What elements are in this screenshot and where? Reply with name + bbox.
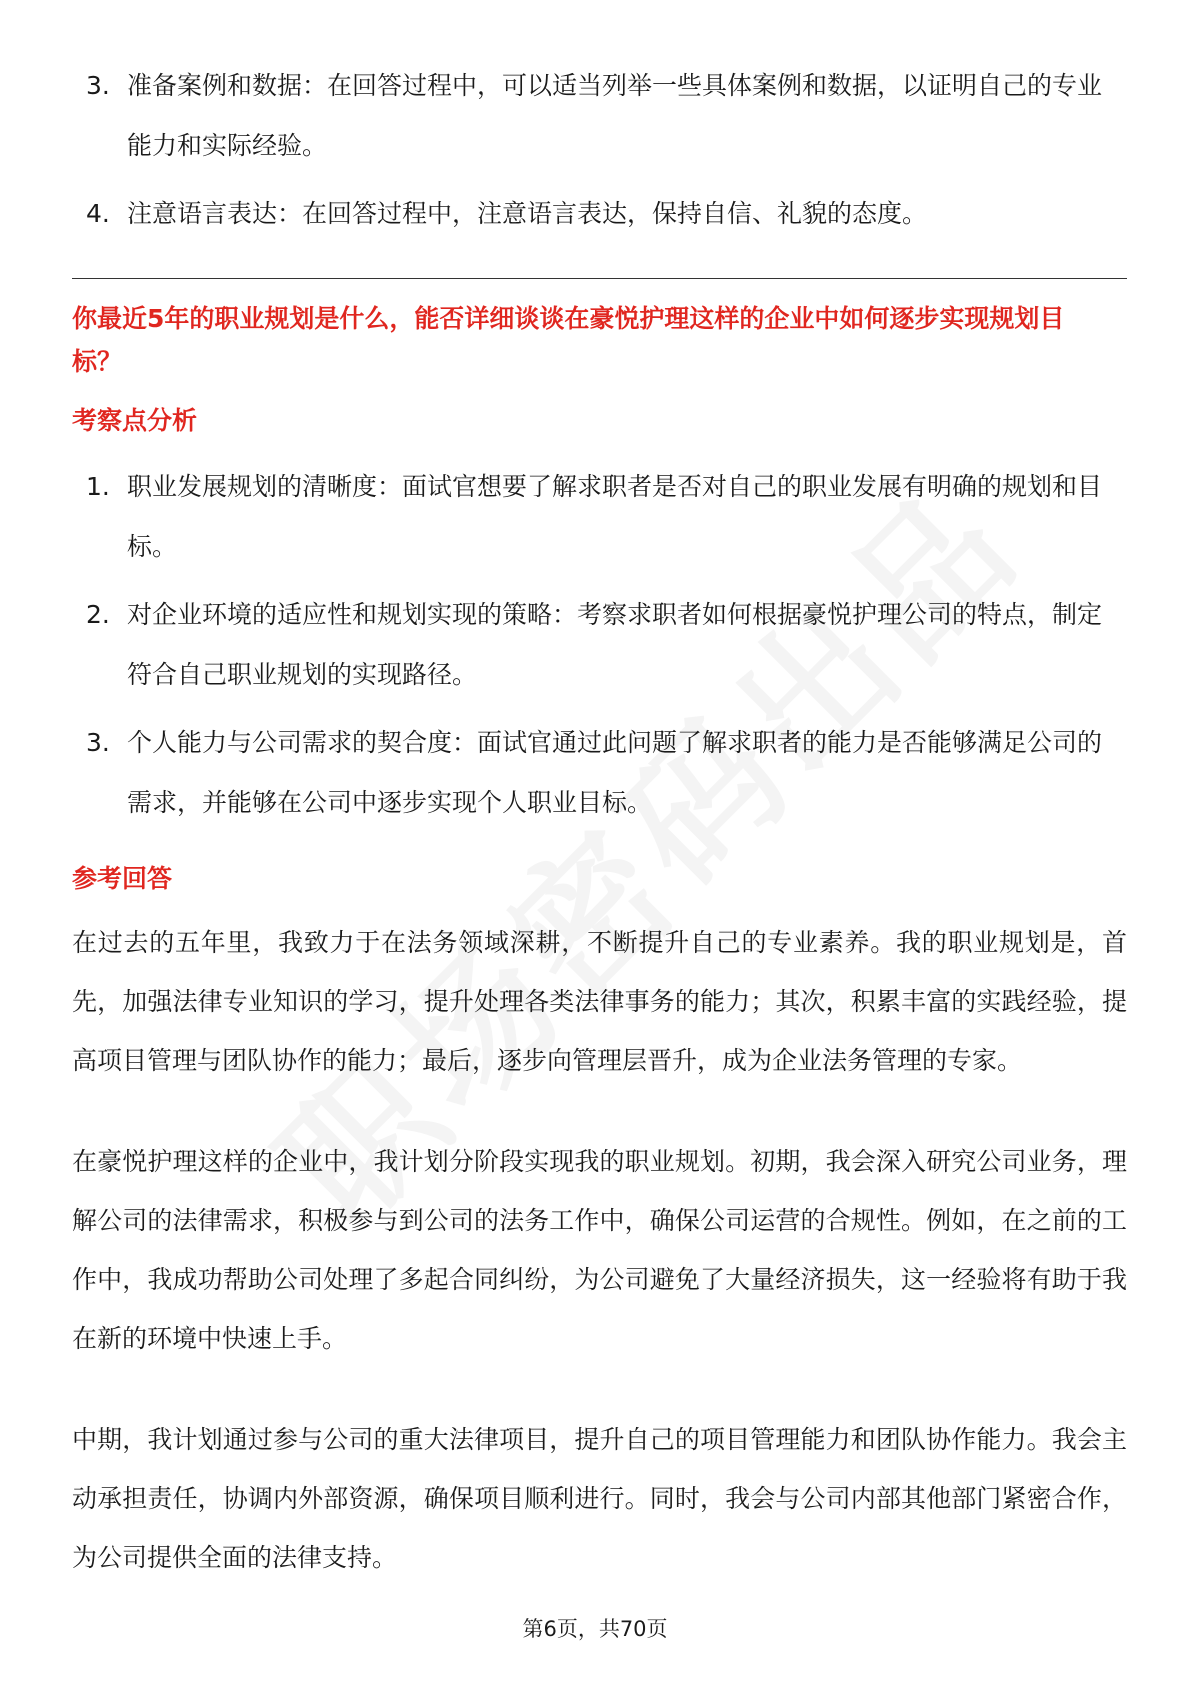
list-item-number: 3. (86, 728, 110, 757)
list-item (72, 457, 1122, 577)
interview-question: 你最近5年的职业规划是什么，能否详细谈谈在豪悦护理这样的企业中如何逐步实现规划目标？ (72, 304, 1065, 376)
analysis-list (72, 457, 1122, 833)
list-item-number: 2. (86, 600, 110, 629)
document-body (72, 56, 1127, 1629)
section-divider (72, 278, 1127, 279)
list-item (72, 713, 1122, 833)
list-item (72, 585, 1122, 705)
answer-paragraph: 在豪悦护理这样的企业中，我计划分阶段实现我的职业规划。初期，我会深入研究公司业务，理解公司的法律需求，积极参与到公司的法务工作中，确保公司运营的合规性。例如，在之前的工作中，我成功帮助公司处理了多起合同纠纷，为公司避免了大量经济损失，这一经验将有助于我在新的环境中快速上手。 (72, 1147, 1127, 1353)
list-item (72, 184, 1122, 244)
page-number: 第6页，共70页 (522, 1617, 668, 1641)
list-item-text: 个人能力与公司需求的契合度：面试官通过此问题了解求职者的能力是否能够满足公司的需求，并能够在公司中逐步实现个人职业目标。 (127, 728, 1103, 817)
list-item-number: 3. (86, 71, 110, 100)
list-item-number: 1. (86, 472, 110, 501)
reference-heading: 参考回答 (72, 864, 173, 893)
analysis-heading: 考察点分析 (72, 406, 198, 435)
list-item (72, 56, 1122, 176)
list-item-text: 职业发展规划的清晰度：面试官想要了解求职者是否对自己的职业发展有明确的规划和目标。 (127, 472, 1103, 561)
list-item-text: 准备案例和数据：在回答过程中，可以适当列举一些具体案例和数据，以证明自己的专业能力和实际经验。 (127, 71, 1103, 160)
list-item-text: 对企业环境的适应性和规划实现的策略：考察求职者如何根据豪悦护理公司的特点，制定符合自己职业规划的实现路径。 (127, 600, 1103, 689)
list-item-text: 注意语言表达：在回答过程中，注意语言表达，保持自信、礼貌的态度。 (127, 199, 928, 228)
tips-list (72, 56, 1122, 244)
list-item-number: 4. (86, 199, 110, 228)
answer-paragraph: 中期，我计划通过参与公司的重大法律项目，提升自己的项目管理能力和团队协作能力。我会主动承担责任，协调内外部资源，确保项目顺利进行。同时，我会与公司内部其他部门紧密合作，为公司提供全面的法律支持。 (72, 1425, 1127, 1572)
answer-paragraph: 在过去的五年里，我致力于在法务领域深耕，不断提升自己的专业素养。我的职业规划是，首先，加强法律专业知识的学习，提升处理各类法律事务的能力；其次，积累丰富的实践经验，提高项目管理与团队协作的能力；最后，逐步向管理层晋升，成为企业法务管理的专家。 (72, 928, 1127, 1075)
